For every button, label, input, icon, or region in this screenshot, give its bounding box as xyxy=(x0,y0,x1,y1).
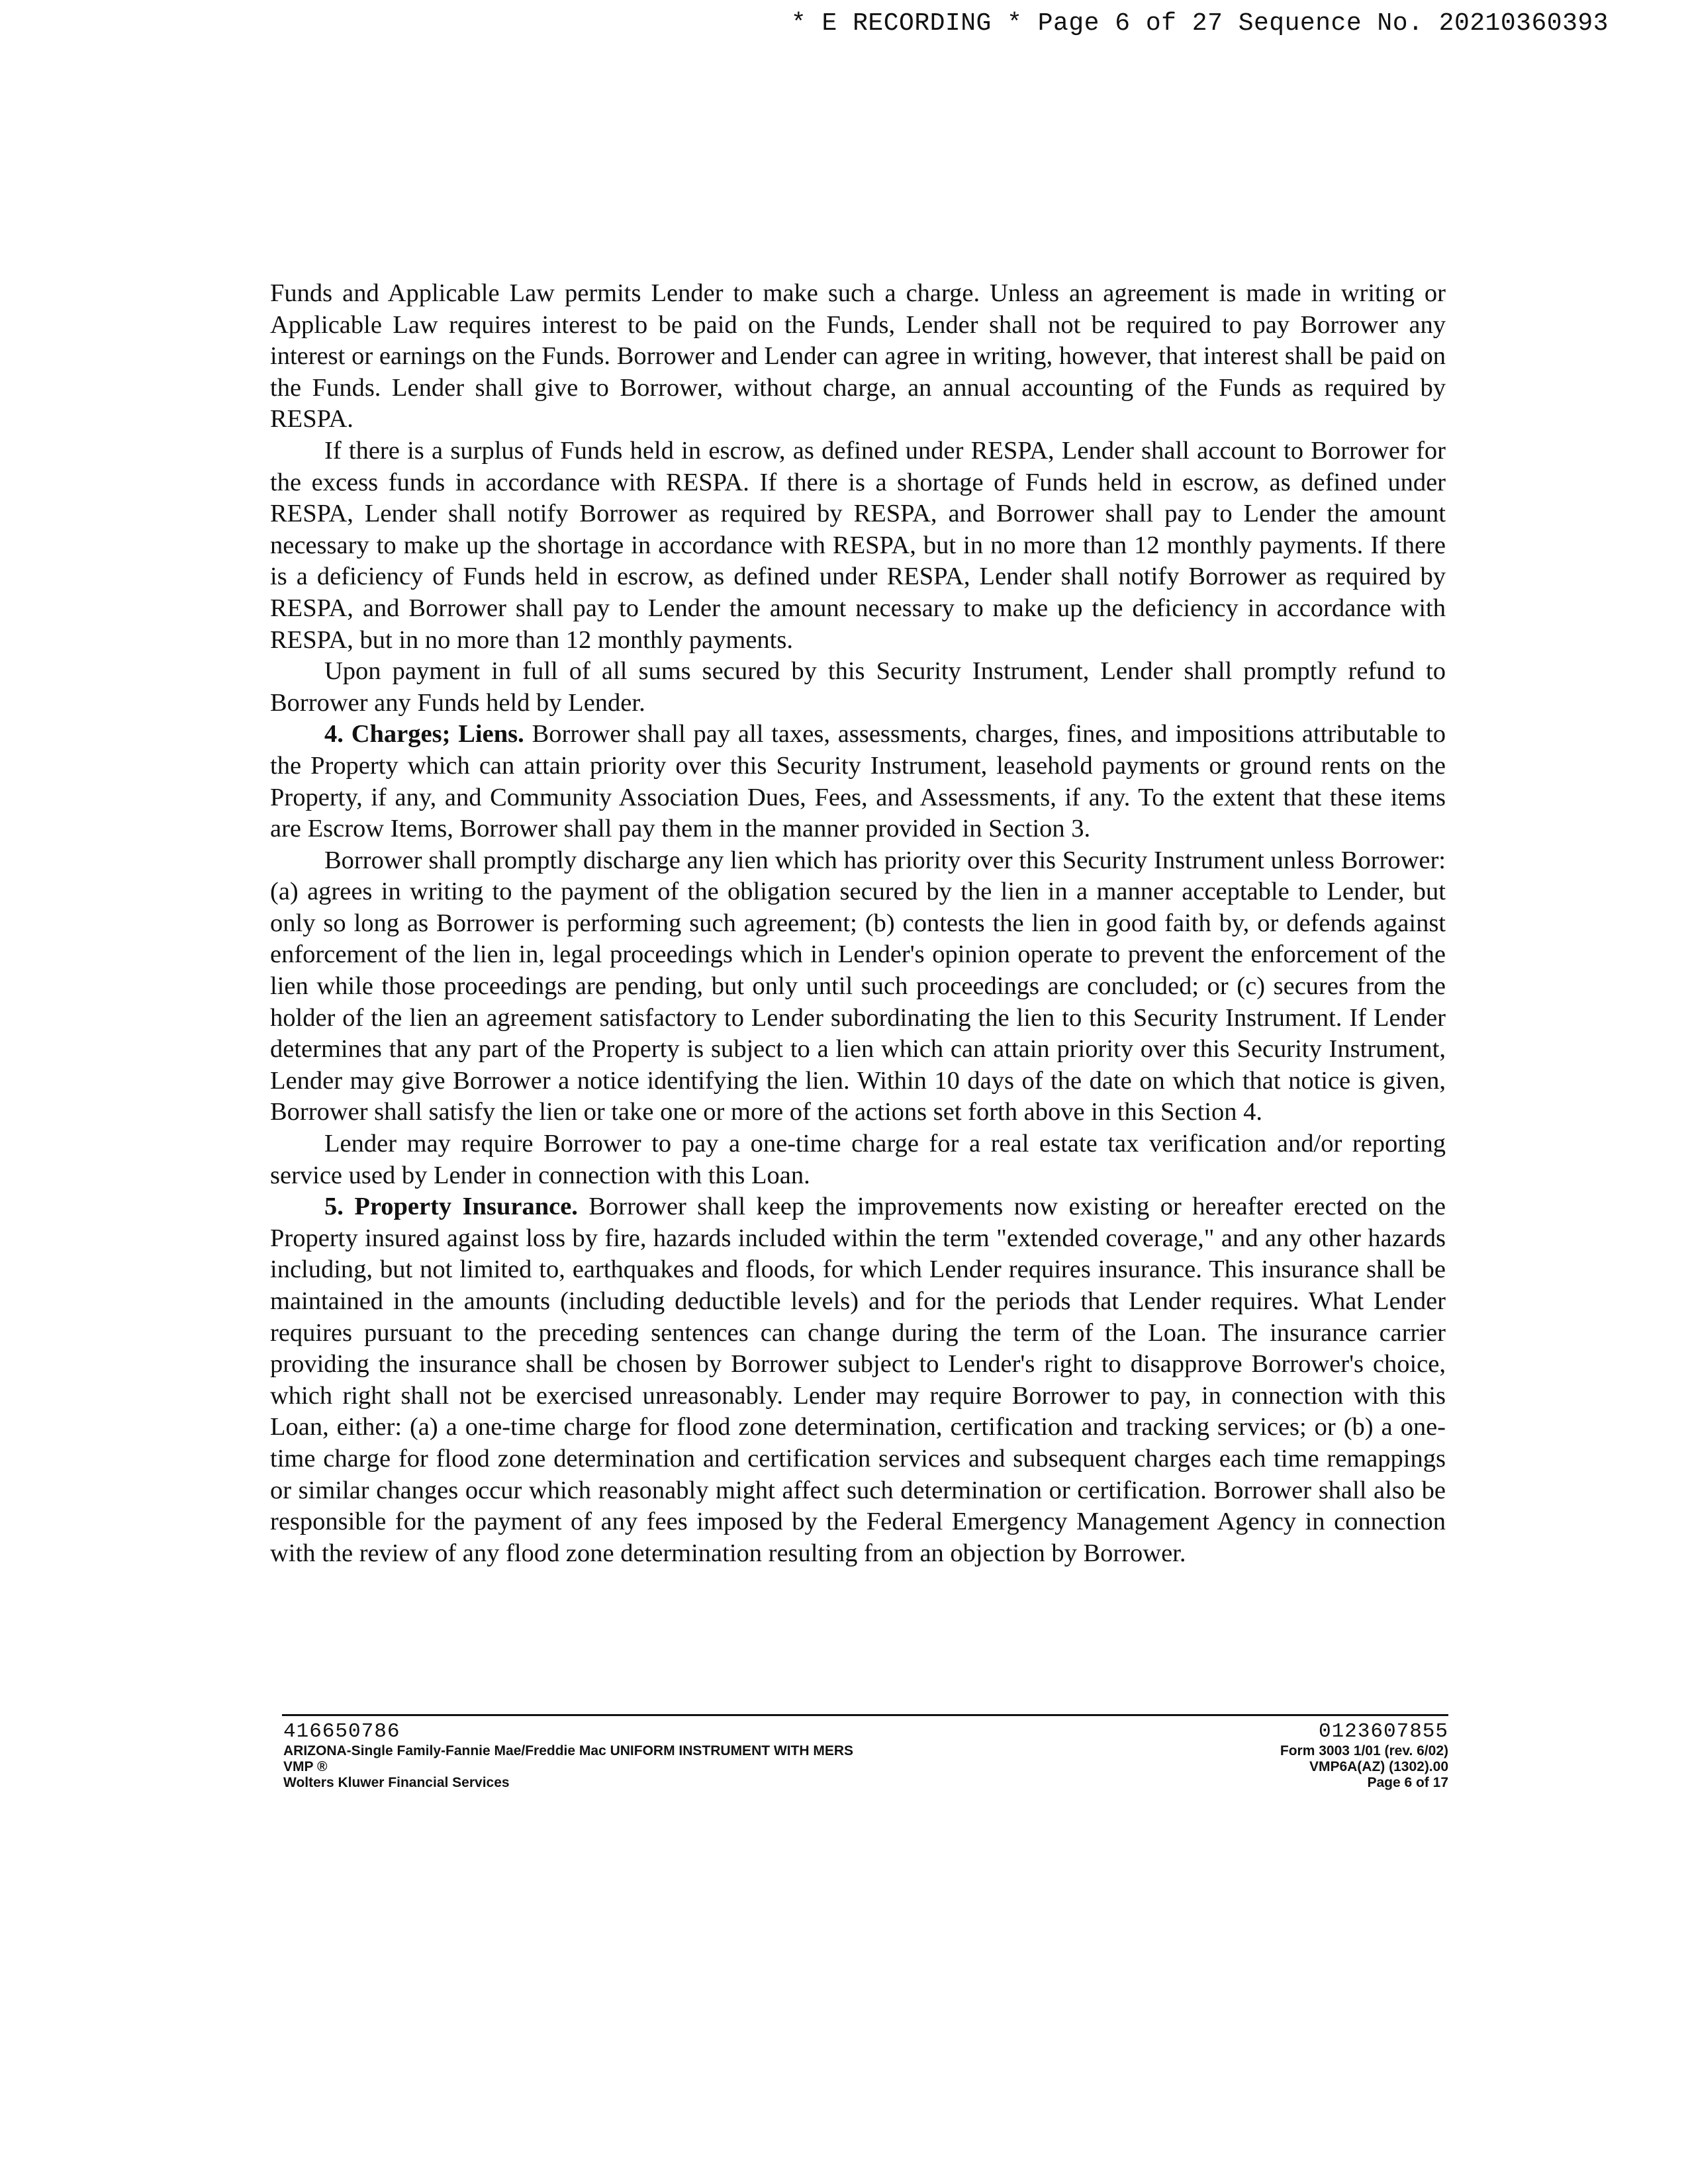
section-5-number: 5. xyxy=(324,1193,344,1221)
paragraph-funds-interest: Funds and Applicable Law permits Lender to make such a charge. Unless an agreement is made in writing or Applicable Law requires interest to be paid on the Funds, Lender shall not be required to pay Borrower any interest or earnings on the Funds. Borrower and Lender can agree in writing, however, that interest shall be paid on the Funds. Lender shall give to Borrower, without charge, an annual accounting of the Funds as required by RESPA. xyxy=(270,279,1446,433)
footer-right xyxy=(1280,1721,1448,1791)
document-body xyxy=(270,278,1446,1569)
footer-vmp-code: VMP6A(AZ) (1302).00 xyxy=(1309,1759,1448,1774)
footer-right-number: 0123607855 xyxy=(1318,1720,1448,1743)
footer-left-number: 416650786 xyxy=(283,1720,400,1743)
recording-header: * E RECORDING * Page 6 of 27 Sequence No. 20210360393 xyxy=(790,9,1609,38)
footer-form-number: Form 3003 1/01 (rev. 6/02) xyxy=(1280,1743,1448,1758)
section-4-charges-liens xyxy=(270,719,1446,844)
section-4-number: 4. xyxy=(324,720,344,749)
section-4-title: Charges; Liens. xyxy=(351,720,524,749)
paragraph-discharge-lien: Borrower shall promptly discharge any lien which has priority over this Security Instrument unless Borrower: (a) agrees in writing to the payment of the obligation secured by the lien in a manner acceptable to Lender, but only so long as Borrower is performing such agreement; (b) contests the lien in good faith by, or defends against enforcement of the lien in, legal proceedings which in Lender's opinion operate to prevent the enforcement of the lien while those proceedings are pending, but only until such proceedings are concluded; or (c) secures from the holder of the lien an agreement satisfactory to Lender subordinating the lien to this Security Instrument. If Lender determines that any part of the Property is subject to a lien which can attain priority over this Security Instrument, Lender may give Borrower a notice identifying the lien. Within 10 days of the date on which that notice is given, Borrower shall satisfy the lien or take one or more of the actions set forth above in this Section 4. xyxy=(270,846,1446,1126)
section-5-text: Borrower shall keep the improvements now existing or hereafter erected on the Property insured against loss by fire, hazards included within the term "extended coverage," and any other hazards including, but not limited to, earthquakes and floods, for which Lender requires insurance. This insurance shall be maintained in the amounts (including deductible levels) and for the periods that Lender requires. What Lender requires pursuant to the preceding sentences can change during the term of the Loan. The insurance carrier providing the insurance shall be chosen by Borrower subject to Lender's right to disapprove Borrower's choice, which right shall not be exercised unreasonably. Lender may require Borrower to pay, in connection with this Loan, either: (a) a one-time charge for flood zone determination, certification and tracking services; or (b) a one-time charge for flood zone determination and certification services and subsequent charges each time remappings or similar changes occur which reasonably might affect such determination or certification. Borrower shall also be responsible for the payment of any fees imposed by the Federal Emergency Management Agency in connection with the review of any flood zone determination resulting from an objection by Borrower. xyxy=(270,1193,1446,1567)
footer-divider xyxy=(282,1714,1448,1716)
section-4-text: Borrower shall pay all taxes, assessments, charges, fines, and impositions attributable to the Property which can attain priority over this Security Instrument, leasehold payments or ground rents on the Property, if any, and Community Association Dues, Fees, and Assessments, if any. To the extent that these items are Escrow Items, Borrower shall pay them in the manner provided in Section 3. xyxy=(270,720,1446,843)
paragraph-tax-verification: Lender may require Borrower to pay a one-time charge for a real estate tax verification and/or reporting service used by Lender in connection with this Loan. xyxy=(270,1130,1446,1189)
footer-vmp: VMP ® xyxy=(283,1759,328,1774)
paragraph-refund: Upon payment in full of all sums secured by this Security Instrument, Lender shall promptly refund to Borrower any Funds held by Lender. xyxy=(270,657,1446,717)
section-5-property-insurance xyxy=(270,1191,1446,1569)
footer-form-title: ARIZONA-Single Family-Fannie Mae/Freddie Mac UNIFORM INSTRUMENT WITH MERS xyxy=(283,1743,854,1758)
footer-left xyxy=(283,1721,853,1791)
section-5-title: Property Insurance. xyxy=(354,1193,578,1221)
footer-publisher: Wolters Kluwer Financial Services xyxy=(283,1775,510,1790)
footer-page-label: Page 6 of 17 xyxy=(1367,1775,1448,1790)
paragraph-escrow-surplus: If there is a surplus of Funds held in escrow, as defined under RESPA, Lender shall account to Borrower for the excess funds in accordance with RESPA. If there is a shortage of Funds held in escrow, as defined under RESPA, Lender shall notify Borrower as required by RESPA, and Borrower shall pay to Lender the amount necessary to make up the shortage in accordance with RESPA, but in no more than 12 monthly payments. If there is a deficiency of Funds held in escrow, as defined under RESPA, Lender shall notify Borrower as required by RESPA, and Borrower shall pay to Lender the amount necessary to make up the deficiency in accordance with RESPA, but in no more than 12 monthly payments. xyxy=(270,436,1446,654)
